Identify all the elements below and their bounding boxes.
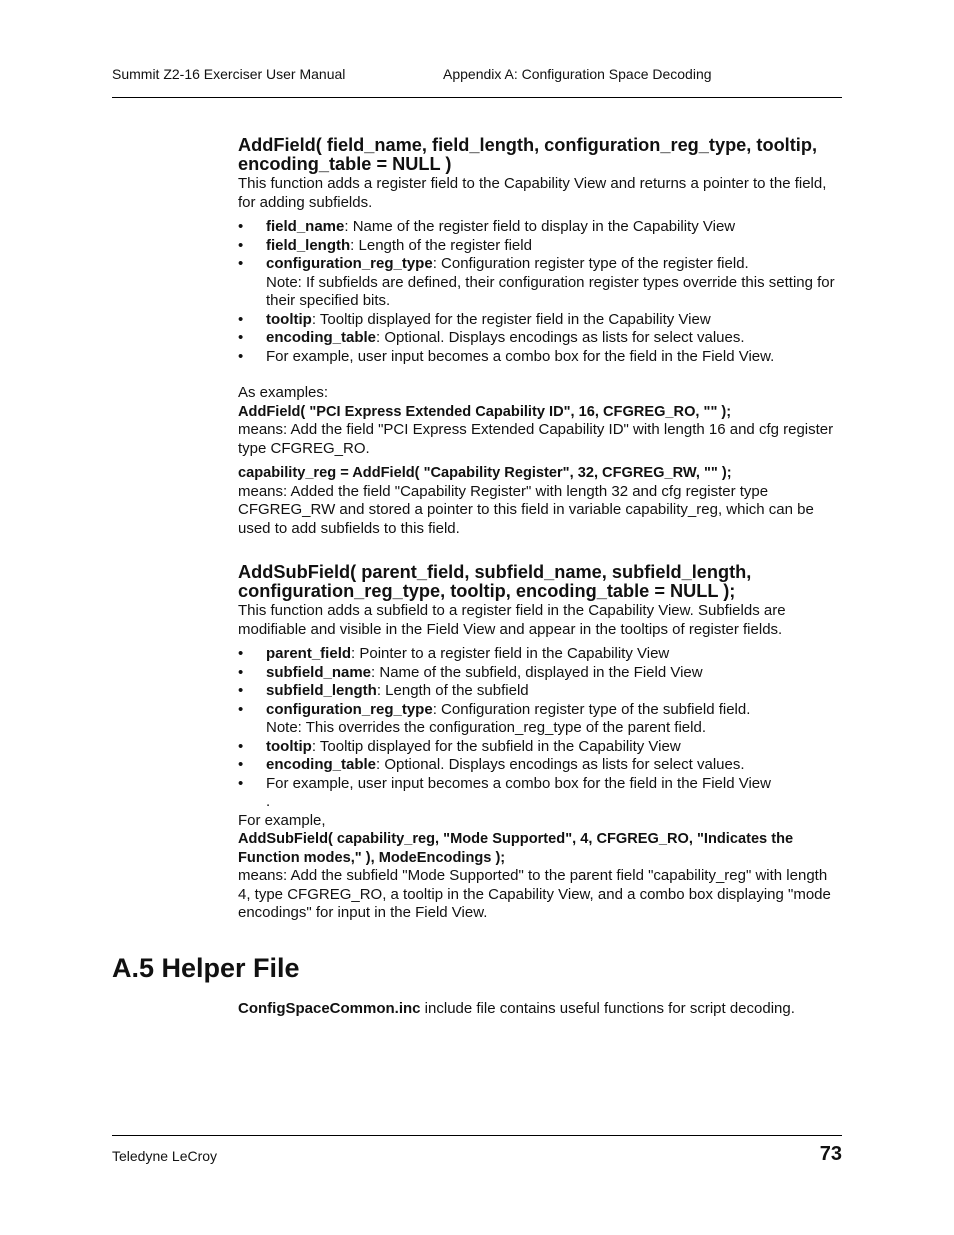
example-code-2: capability_reg = AddField( "Capability Register", 32, CFGREG_RW, "" ); — [238, 465, 732, 482]
param-name: subfield_name — [266, 663, 372, 681]
param-note: . — [266, 793, 271, 811]
running-header-manual-title: Summit Z2-16 Exerciser User Manual — [112, 66, 346, 82]
list-item — [238, 775, 842, 812]
addfield-title — [238, 136, 842, 173]
header-divider — [112, 97, 842, 98]
example-desc: means: Add the subfield "Mode Supported" to the parent field "capability_reg" with length 4, type CFGREG_RO, a tooltip in the Capability View, and a combo box displaying "mode encodings" for input in the Field View. — [238, 867, 831, 922]
helper-file-name: ConfigSpaceCommon.inc — [238, 1000, 421, 1017]
example-desc-1: means: Add the field "PCI Express Extended Capability ID" with length 16 and cfg register type CFGREG_RO. — [238, 421, 834, 457]
example-code: AddSubField( capability_reg, "Mode Supported", 4, CFGREG_RO, "Indicates the Function modes," ), ModeEncodings ); — [238, 831, 794, 866]
page-number: 73 — [819, 1143, 842, 1165]
list-item — [238, 738, 842, 757]
addsubfield-title-line1: AddSubField( parent_field, subfield_name, subfield_length, — [238, 562, 752, 582]
list-item — [238, 237, 842, 256]
examples-intro: As examples: — [238, 384, 329, 402]
helper-file-paragraph — [238, 1000, 795, 1017]
param-name: encoding_table — [266, 329, 377, 347]
list-item — [238, 311, 842, 330]
param-name: subfield_length — [266, 682, 377, 700]
list-item — [238, 664, 842, 683]
param-text: : Length of the register field — [350, 236, 532, 254]
list-item — [238, 218, 842, 237]
addsubfield-title-line2: configuration_reg_type, tooltip, encoding_table = NULL ); — [238, 580, 736, 601]
param-text: : Pointer to a register field in the Capability View — [351, 645, 670, 663]
param-name: encoding_table — [266, 756, 377, 774]
param-text: : Tooltip displayed for the subfield in the Capability View — [311, 737, 681, 755]
addsubfield-section — [238, 563, 842, 923]
example-intro: For example, — [238, 811, 326, 829]
param-text: : Length of the subfield — [376, 682, 529, 700]
addfield-section — [238, 136, 842, 538]
addfield-description: This function adds a register field to the Capability View and returns a pointer to the field, for adding subfields. — [238, 175, 827, 211]
addfield-title-line1: AddField( field_name, field_length, configuration_reg_type, tooltip, — [238, 135, 818, 155]
example-desc-2: means: Added the field "Capability Register" with length 32 and cfg register type CFGREG_RW and stored a pointer to this field in variable capability_reg, which can be used to add subfields to this field. — [238, 482, 814, 537]
list-item — [238, 255, 842, 311]
param-name: tooltip — [266, 310, 312, 328]
list-item — [238, 329, 842, 348]
param-name: configuration_reg_type — [266, 700, 433, 718]
footer-divider — [112, 1135, 842, 1136]
addsubfield-description: This function adds a subfield to a register field in the Capability View. Subfields are modifiable and visible in the Field View and appear in the tooltips of register fields. — [238, 602, 786, 638]
example-code-1: AddField( "PCI Express Extended Capability ID", 16, CFGREG_RO, "" ); — [238, 403, 732, 420]
param-note: Note: This overrides the configuration_reg_type of the parent field. — [266, 719, 706, 737]
param-text: : Name of the subfield, displayed in the Field View — [371, 663, 703, 681]
param-text: : Configuration register type of the subfield field. — [432, 700, 751, 718]
addfield-title-line2: encoding_table = NULL ) — [238, 153, 452, 174]
param-text: For example, user input becomes a combo box for the field in the Field View — [266, 774, 771, 792]
param-text: : Name of the register field to display in the Capability View — [344, 218, 736, 236]
list-item — [238, 348, 842, 367]
param-name: tooltip — [266, 737, 312, 755]
param-text: For example, user input becomes a combo box for the field in the Field View. — [266, 347, 775, 365]
footer-company: Teledyne LeCroy — [112, 1148, 218, 1164]
param-note: Note: If subfields are defined, their configuration register types override this setting for their specified bits. — [266, 273, 835, 310]
param-text: : Tooltip displayed for the register field in the Capability View — [311, 310, 711, 328]
param-name: field_name — [266, 218, 345, 236]
addsubfield-param-list — [238, 645, 842, 812]
param-name: parent_field — [266, 645, 352, 663]
list-item — [238, 682, 842, 701]
list-item — [238, 756, 842, 775]
param-name: field_length — [266, 236, 351, 254]
param-text: : Configuration register type of the register field. — [432, 255, 749, 273]
addfield-param-list — [238, 218, 842, 366]
addsubfield-title — [238, 563, 842, 600]
list-item — [238, 645, 842, 664]
section-heading: A.5 Helper File — [112, 953, 300, 983]
param-text: : Optional. Displays encodings as lists for select values. — [376, 756, 745, 774]
list-item — [238, 701, 842, 738]
param-text: : Optional. Displays encodings as lists for select values. — [376, 329, 745, 347]
param-name: configuration_reg_type — [266, 255, 433, 273]
running-header-chapter-title: Appendix A: Configuration Space Decoding — [443, 66, 712, 82]
helper-file-desc: include file contains useful functions for script decoding. — [420, 1000, 795, 1017]
